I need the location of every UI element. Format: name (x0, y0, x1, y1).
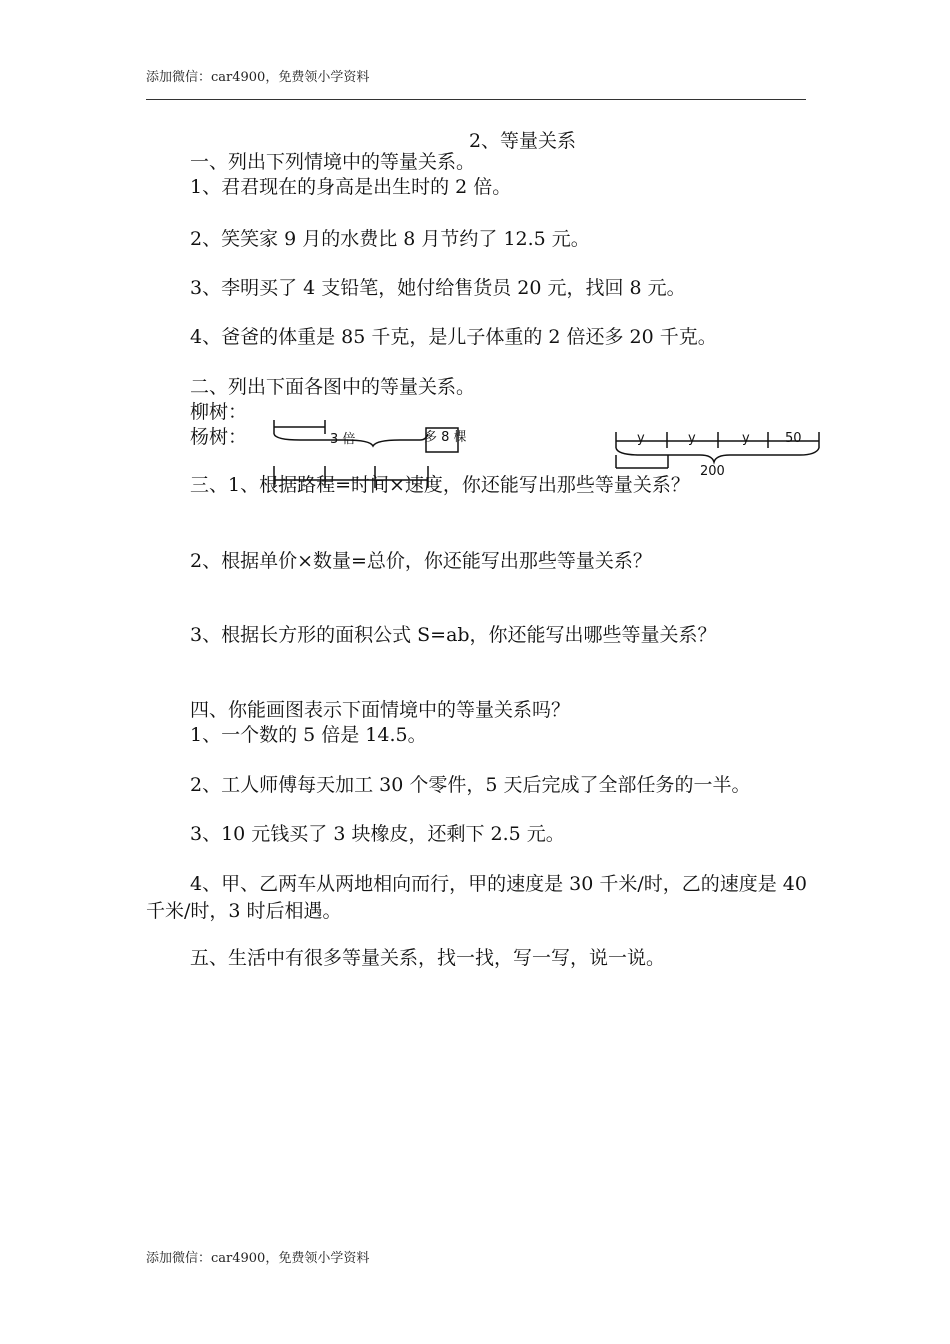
section5-text: 五、生活中有很多等量关系，找一找，写一写，说一说。 (190, 947, 666, 969)
section4-item-1: 1、一个数的 5 倍是 14.5。 (190, 724, 427, 746)
section2-heading: 二、列出下面各图中的等量关系。 (190, 376, 476, 398)
label-more: 多 8 棵 (424, 430, 467, 445)
label-willow: 柳树： (190, 401, 248, 423)
section1-item-2: 2、笑笑家 9 月的水费比 8 月节约了 12.5 元。 (190, 228, 590, 250)
section3-item-3: 3、根据长方形的面积公式 S=ab，你还能写出哪些等量关系？ (190, 624, 717, 646)
segment-label-4: 50 (785, 431, 802, 446)
section3-item-2: 2、根据单价×数量=总价，你还能写出那些等量关系？ (190, 550, 652, 572)
segment-label-2: y (688, 431, 696, 446)
total-label: 200 (700, 464, 725, 479)
segment-label-1: y (637, 431, 645, 446)
section1-heading: 一、列出下列情境中的等量关系。 (190, 151, 476, 173)
page-footer: 添加微信：car4900，免费领小学资料 (146, 1251, 370, 1266)
section1-item-3: 3、李明买了 4 支铅笔，她付给售货员 20 元，找回 8 元。 (190, 277, 686, 299)
label-times: 3 倍 (330, 432, 356, 447)
section1-item-1: 1、君君现在的身高是出生时的 2 倍。 (190, 176, 512, 198)
page-header: 添加微信：car4900，免费领小学资料 (146, 70, 370, 85)
section4-item-4: 4、甲、乙两车从两地相向而行，甲的速度是 30 千米/时，乙的速度是 40 千米/时，3 时后相遇。 (146, 873, 807, 922)
section4-item-2: 2、工人师傅每天加工 30 个零件，5 天后完成了全部任务的一半。 (190, 774, 751, 796)
section1-item-4: 4、爸爸的体重是 85 千克，是儿子体重的 2 倍还多 20 千克。 (190, 326, 717, 348)
section4-heading: 四、你能画图表示下面情境中的等量关系吗？ (190, 699, 571, 721)
label-poplar: 杨树： (190, 426, 248, 448)
section4-item-3: 3、10 元钱买了 3 块橡皮，还剩下 2.5 元。 (190, 823, 565, 845)
section3-item-1: 三、1、根据路程=时间×速度，你还能写出那些等量关系？ (190, 474, 690, 496)
segment-label-3: y (742, 431, 750, 446)
page-title: 2、等量关系 (468, 130, 577, 152)
